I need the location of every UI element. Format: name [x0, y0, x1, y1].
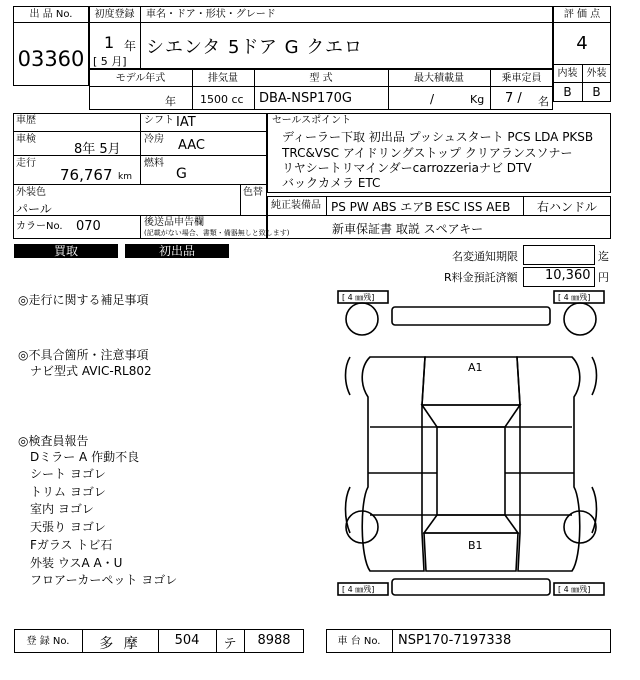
inspection: 8年 5月 [74, 142, 121, 157]
chassis-label: 車 台 No. [337, 636, 381, 647]
recycle-fee-unit: 円 [598, 271, 609, 284]
first-reg-year: 1 [104, 33, 115, 52]
defects-label: ◎不具合箇所・注意事項 [18, 348, 149, 362]
mileage-label: 走行 [16, 158, 36, 169]
rear-window [424, 515, 518, 533]
color-mark-label: 色替 [243, 187, 263, 198]
exterior-label: 外装 [586, 68, 607, 79]
tire-br-label: [ 4 ㎜残] [558, 585, 591, 594]
defect-line: ナビ型式 AVIC-RL802 [30, 364, 152, 378]
color: パール [16, 202, 52, 216]
damage-mark-a1: A1 [468, 361, 483, 374]
mileage-unit: km [118, 172, 132, 182]
displacement-label: 排気量 [208, 73, 238, 84]
first-listing-tag: 初出品 [125, 244, 229, 258]
first-reg-month: [ 5 月] [93, 55, 127, 68]
max-load-unit: Kg [470, 93, 485, 106]
wheel-front-right [564, 303, 596, 335]
front-bumper [392, 307, 550, 325]
tire-tl-label: [ 4 ㎜残] [342, 293, 375, 302]
title-change-unit: 迄 [598, 250, 609, 263]
sales-point-line: ディーラー下取 初出品 プッシュスタート PCS LDA PKSB [282, 130, 594, 144]
damage-mark-b1: B1 [468, 539, 483, 552]
registration-region: 多 摩 [99, 636, 141, 652]
shift-label: シフト [144, 115, 174, 126]
color-no: 070 [76, 219, 101, 234]
sales-points-label: セールスポイント [272, 115, 352, 126]
first-reg-label: 初度登録 [94, 9, 135, 20]
recycle-note: (記載がない場合、書類・備器無しと致します) [144, 229, 290, 237]
car-name: シエンタ 5ドア G クエロ [146, 37, 363, 58]
warranty-items: 新車保証書 取説 スペアキー [332, 222, 484, 236]
score: 4 [576, 33, 588, 54]
recycle-fee-label: R料金預託済額 [444, 271, 518, 284]
sales-point-line: バックカメラ ETC [282, 176, 381, 190]
lot-number-label: 出 品 No. [29, 9, 73, 20]
chassis-number: NSP170-7197338 [398, 633, 512, 648]
car-name-label: 車名・ドア・形状・グレード [146, 9, 276, 20]
inspector-line: Fガラス トビ石 [30, 538, 113, 552]
max-load-slash: / [430, 92, 435, 106]
drive-side: 右ハンドル [536, 200, 597, 214]
capacity-label: 乗車定員 [501, 73, 542, 84]
model-year-label: モデル年式 [115, 73, 166, 84]
sales-point-line: TRC&VSC アイドリングストップ クリアランスソナー [282, 146, 573, 160]
driving-notes-label: ◎走行に関する補足事項 [18, 293, 149, 307]
mileage: 76,767 [60, 166, 113, 184]
rear-bumper [392, 579, 550, 595]
fuel: G [176, 166, 187, 182]
exterior-grade: B [592, 85, 601, 99]
capacity-unit: 名 [538, 95, 549, 108]
history-label: 車歴 [16, 115, 36, 126]
lot-number: 03360 [17, 47, 85, 71]
max-load-label: 最大積載量 [414, 73, 464, 84]
buyer-tag: 買取 [14, 244, 118, 258]
fuel-label: 燃料 [144, 158, 164, 169]
wheel-front-left [346, 303, 378, 335]
type-label: 型 式 [309, 73, 333, 84]
equipment-items: PS PW ABS エアB ESC ISS AEB [331, 200, 511, 214]
color-no-label: カラーNo. [16, 221, 63, 232]
roof [437, 427, 505, 515]
ac: AAC [178, 138, 205, 153]
recycle-label: 後送品申告欄 [144, 217, 204, 228]
tire-tr-label: [ 4 ㎜残] [558, 293, 591, 302]
sales-point-line: リヤシートリマインダーcarrozzeriaナビ DTV [282, 161, 532, 175]
model-year-unit: 年 [165, 95, 176, 108]
equipment-label: 純正装備品 [271, 200, 321, 211]
color-label: 外装色 [16, 187, 46, 198]
inspector-label: ◎検査員報告 [18, 434, 89, 448]
displacement: 1500 cc [200, 93, 244, 106]
inspector-line: フロアーカーペット ヨゴレ [30, 573, 178, 587]
vehicle-damage-diagram [330, 287, 612, 609]
first-reg-year-unit: 年 [124, 39, 137, 53]
title-change-box [523, 245, 595, 265]
windshield [422, 405, 520, 427]
inspector-line: 室内 ヨゴレ [30, 502, 94, 516]
inspector-line: シート ヨゴレ [30, 467, 106, 481]
title-change-label: 名変通知期限 [452, 250, 518, 263]
tire-bl-label: [ 4 ㎜残] [342, 585, 375, 594]
inspector-line: 外装 ウスA A・U [30, 556, 123, 570]
interior-grade: B [563, 85, 572, 99]
inspection-label: 車検 [16, 134, 36, 145]
ac-label: 冷房 [144, 134, 164, 145]
inspector-line: Dミラー A 作動不良 [30, 450, 140, 464]
inspector-line: トリム ヨゴレ [30, 485, 106, 499]
registration-plate: 8988 [257, 633, 291, 648]
interior-label: 内装 [557, 68, 578, 79]
inspector-line: 天張り ヨゴレ [30, 520, 106, 534]
registration-class: 504 [174, 633, 200, 648]
shift: IAT [176, 115, 196, 130]
type-code: DBA-NSP170G [259, 91, 352, 106]
registration-label: 登 録 No. [26, 636, 70, 647]
score-label: 評 価 点 [563, 9, 601, 20]
registration-kana: テ [223, 637, 237, 652]
recycle-fee: 10,360 [545, 268, 591, 283]
capacity: 7 / [505, 91, 522, 106]
